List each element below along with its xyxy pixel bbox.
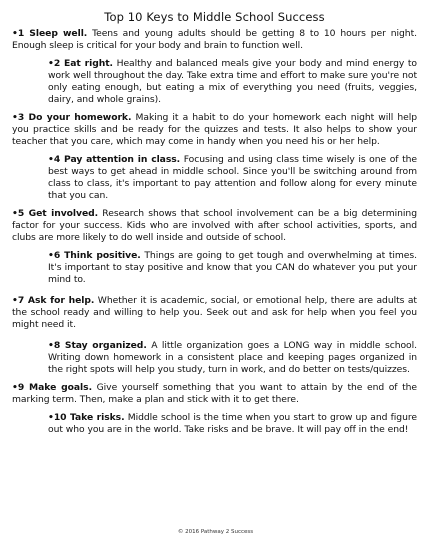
tip-sleep-well xyxy=(12,28,417,52)
tip-heading: •4 Pay attention in class. xyxy=(48,154,181,165)
tip-heading: •10 Take risks. xyxy=(48,412,125,423)
tip-text: Making it a habit to do your homework each night will help you practice skills and be ready for the quizzes and tests. It also helps to show your teacher that you care, which may come in handy when you need his or her help. xyxy=(12,112,418,147)
tip-eat-right xyxy=(48,58,417,106)
tip-text: Things are going to get tough and overwhelming at times. It's important to stay positive and know that you CAN do whatever you put your mind to. xyxy=(48,250,417,285)
tip-text: Focusing and using class time wisely is one of the best ways to get ahead in middle school. Since you'll be switching around from class to class, it's important to pay attention and follow along for every minute that you can. xyxy=(48,154,418,201)
copyright-footer: © 2016 Pathway 2 Success xyxy=(177,529,254,535)
tip-heading: •7 Ask for help. xyxy=(12,295,95,306)
tip-do-your-homework xyxy=(12,112,417,148)
tip-heading: •6 Think positive. xyxy=(48,250,141,261)
tip-heading: •8 Stay organized. xyxy=(48,340,147,351)
tip-heading: •3 Do your homework. xyxy=(12,112,132,123)
tip-text: Teens and young adults should be getting 8 to 10 hours per night. Enough sleep is critical for your body and brain to function well. xyxy=(12,28,417,51)
tip-stay-organized xyxy=(48,340,417,376)
tip-text: Middle school is the time when you start to grow up and figure out who you are in the world. Take risks and be brave. It will pay off in the end! xyxy=(48,412,417,435)
tip-take-risks xyxy=(48,412,417,436)
tip-text: Give yourself something that you want to attain by the end of the marking term. Then, make a plan and stick with it to get there. xyxy=(12,382,417,405)
tip-think-positive xyxy=(48,250,417,286)
tip-text: Whether it is academic, social, or emotional help, there are adults at the school ready and willing to help you. Seek out and ask for help when you feel you might need it. xyxy=(12,295,417,330)
tip-make-goals xyxy=(12,382,417,406)
tip-heading: •5 Get involved. xyxy=(12,208,99,219)
page-title: Top 10 Keys to Middle School Success xyxy=(104,10,325,24)
tip-heading: •2 Eat right. xyxy=(48,58,113,69)
tip-heading: •1 Sleep well. xyxy=(12,28,88,39)
tip-pay-attention xyxy=(48,154,417,202)
tip-heading: •9 Make goals. xyxy=(12,382,93,393)
tip-get-involved xyxy=(12,208,417,244)
tip-text: Research shows that school involvement can be a big determining factor for your success. Kids who are involved with after school activities, sports, and clubs are more likely to do well inside and outside of school. xyxy=(12,208,417,243)
tip-ask-for-help xyxy=(12,295,417,331)
tip-text: A little organization goes a LONG way in middle school. Writing down homework in a consistent place and keeping pages organized in the right spots will help you study, turn in work, and do better on tests/quizzes. xyxy=(48,340,417,375)
tip-text: Healthy and balanced meals give your body and mind energy to work well throughout the day. Take extra time and effort to make sure you're not only eating enough, but eating a mix of everything you need (fruits, veggies, dairy, and whole grains). xyxy=(48,58,417,105)
